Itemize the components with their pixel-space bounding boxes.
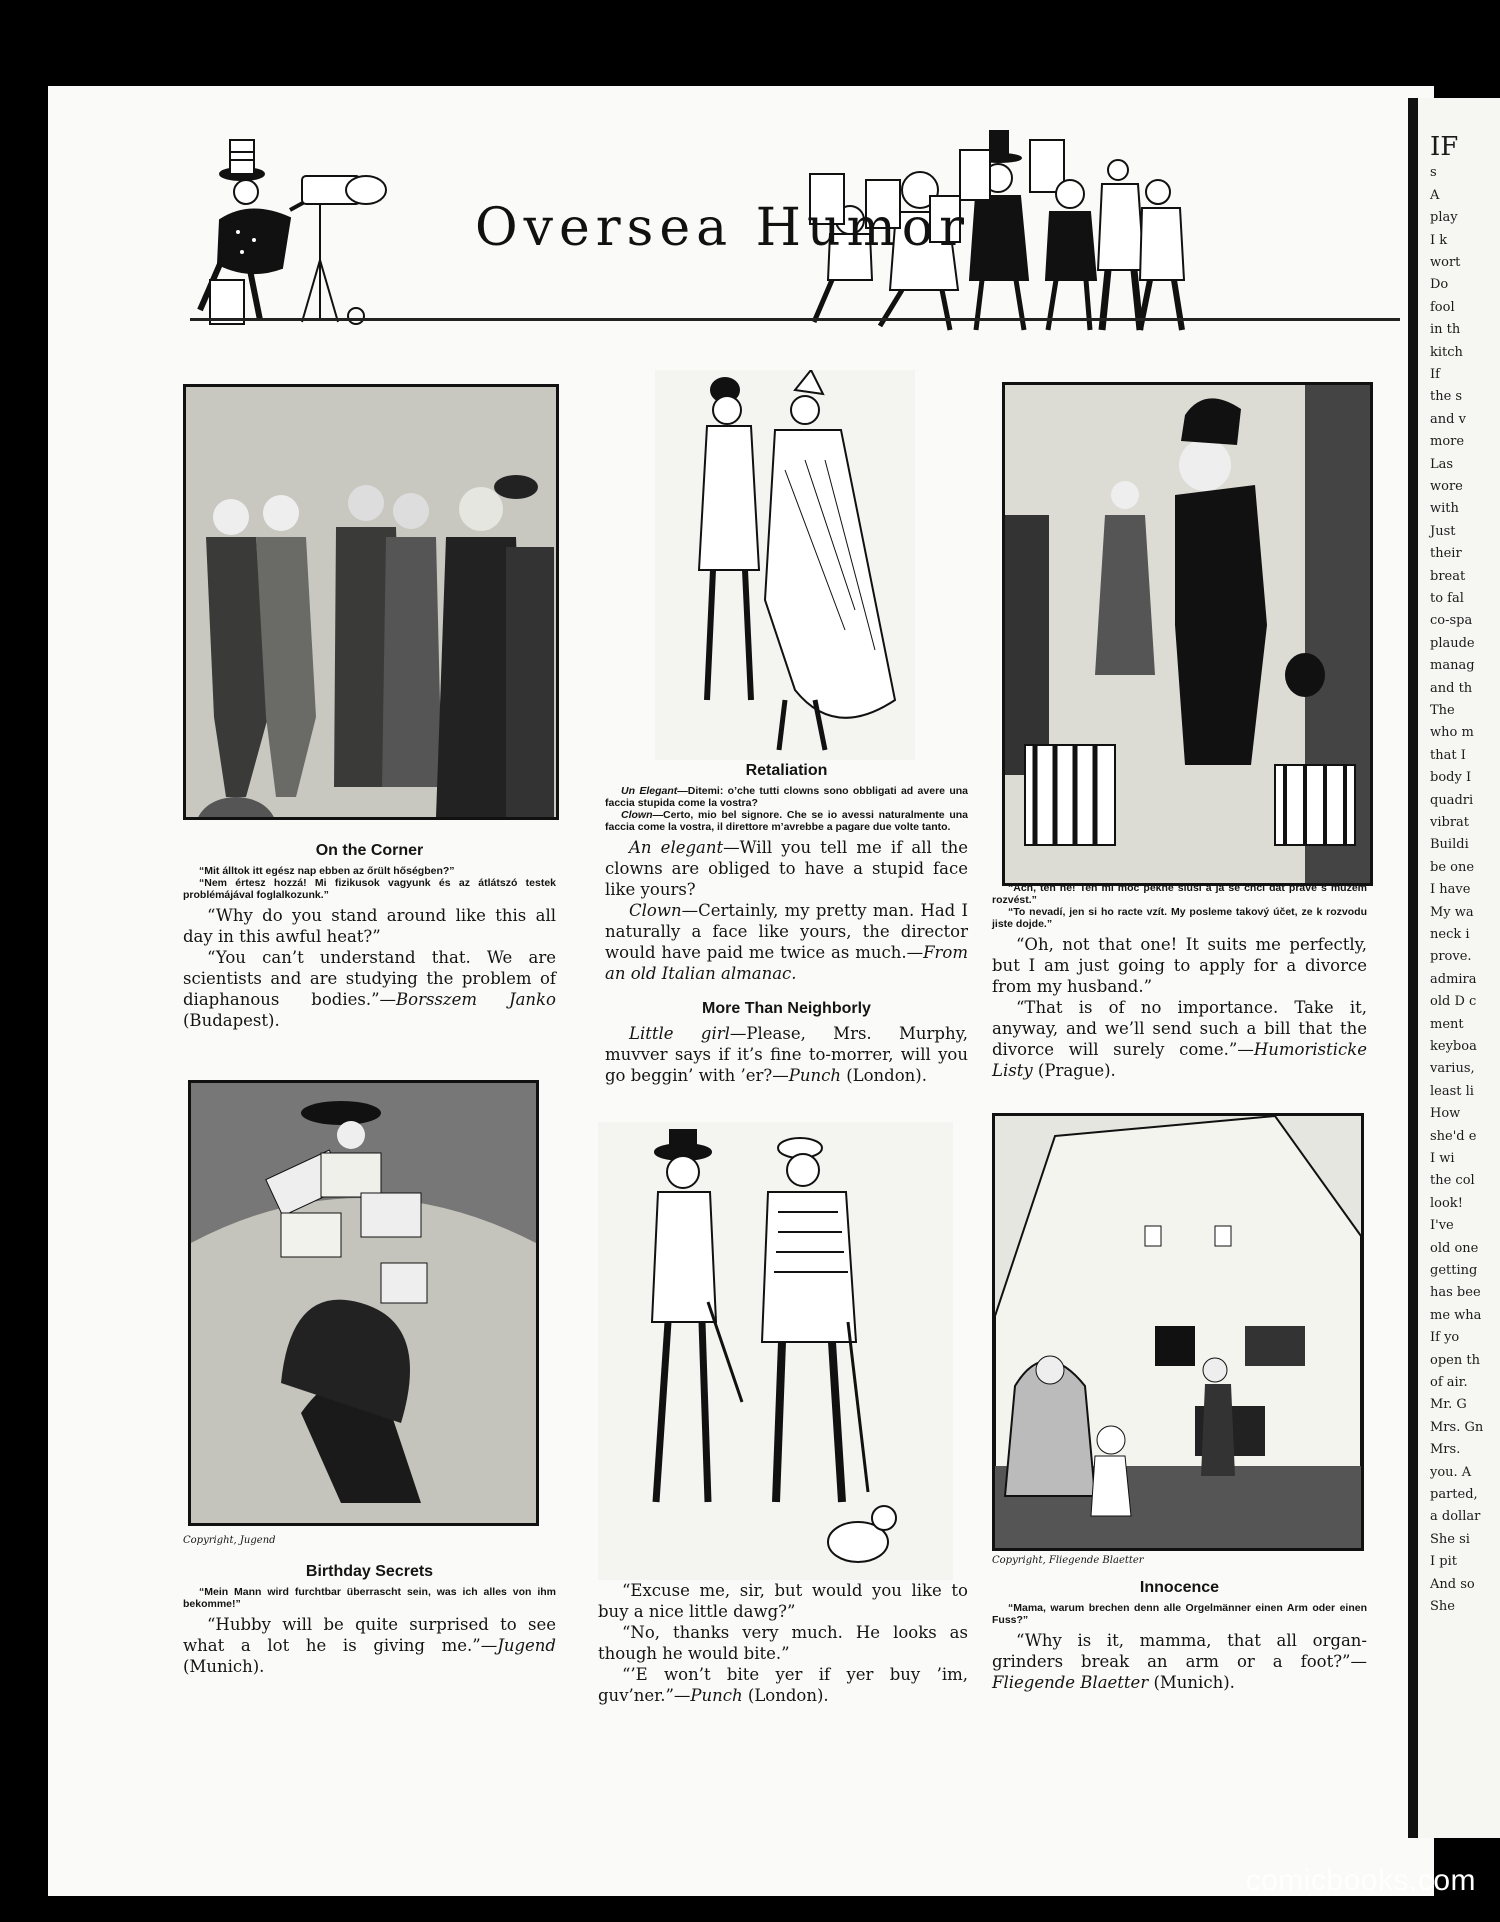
original-language-caption: Un Elegant—Ditemi: o’che tutti clowns sono obbligati ad avere una faccia stupida come la vostra? Clown—Certo, mio bel signore. Che se io avessi naturalmente una faccia come la vostra, il direttore m’avrebbe a pagare due volte tanto.: [605, 785, 968, 833]
story-title: On the Corner: [315, 842, 424, 859]
section-header: [190, 130, 1400, 340]
adjacent-page-text-fragment: you. A: [1430, 1464, 1472, 1480]
story-title: Retaliation: [745, 762, 828, 779]
original-language-caption: “Mein Mann wird furchtbar überrascht sein, was ich alles von ihm bekomme!”: [183, 1586, 556, 1610]
foreign-line: “Nem értesz hozzá! Mi fizikusok vagyunk és az átlátszó testek problémájával foglalkozunk.”: [183, 877, 556, 901]
story-paragraph: “You can’t understand that. We are scientists and are studying the problem of diaphanous bodies.”—Borsszem Janko (Budapest).: [183, 948, 556, 1030]
adjacent-page-text-fragment: Buildi: [1430, 837, 1469, 853]
adjacent-page-text-fragment: I've: [1430, 1218, 1454, 1234]
adjacent-page-text-fragment: of air.: [1430, 1375, 1468, 1390]
adjacent-page-text-fragment: a dollar: [1430, 1509, 1481, 1525]
story-innocence: [992, 1550, 1367, 1693]
header-rule: [190, 318, 1400, 321]
adjacent-page-text-fragment: And so: [1430, 1576, 1475, 1592]
adjacent-page-text-fragment: I have: [1430, 882, 1471, 898]
adjacent-page-text-fragment: Do: [1430, 277, 1449, 293]
adjacent-page-text-fragment: I k: [1430, 232, 1448, 248]
adjacent-page-text-fragment: wort: [1430, 255, 1461, 270]
page-title: Oversea Humor: [475, 198, 970, 258]
copyright-line: Copyright, Fliegende Blaetter: [992, 1555, 1144, 1566]
story-on-the-corner: [183, 840, 556, 1031]
adjacent-page-text-fragment: manag: [1430, 658, 1475, 674]
adjacent-page-text-fragment: The: [1430, 703, 1455, 718]
adjacent-page-text-fragment: vibrat: [1430, 815, 1470, 830]
story-birthday-secrets: [183, 1530, 556, 1677]
adjacent-page-text-fragment: breat: [1430, 568, 1466, 584]
adjacent-page-text-fragment: quadri: [1430, 792, 1474, 808]
illustration-retaliation-clown: [655, 370, 915, 760]
adjacent-page-text-fragment: kitch: [1430, 344, 1463, 360]
adjacent-page-text-fragment: neck i: [1430, 927, 1470, 942]
copyright-line: Copyright, Jugend: [183, 1535, 276, 1546]
adjacent-page-text-fragment: she'd e: [1430, 1128, 1477, 1144]
adjacent-page-text-fragment: IF: [1430, 132, 1459, 162]
adjacent-page-text-fragment: Mrs.: [1430, 1442, 1461, 1458]
story-paragraph: “No, thanks very much. He looks as though he would bite.”: [598, 1623, 968, 1663]
site-watermark: comicbooks.com: [1245, 1864, 1476, 1897]
adjacent-page-fragment: [1418, 98, 1500, 1838]
adjacent-page-text-fragment: and th: [1430, 680, 1473, 696]
adjacent-page-text-fragment: She: [1430, 1599, 1455, 1614]
adjacent-page-text-fragment: their: [1430, 546, 1462, 562]
adjacent-page-text-fragment: Las: [1430, 456, 1454, 472]
adjacent-page-text-fragment: and v: [1430, 411, 1466, 427]
adjacent-page-text-fragment: s: [1430, 165, 1437, 181]
adjacent-page-text-fragment: keyboa: [1430, 1039, 1477, 1054]
original-language-caption: “Mama, warum brechen denn alle Orgelmänner einen Arm oder einen Fuss?”: [992, 1602, 1367, 1626]
story-title: Innocence: [1139, 1579, 1220, 1596]
original-language-caption: [992, 882, 1367, 930]
adjacent-page-text-fragment: admira: [1430, 971, 1477, 987]
adjacent-page-text-fragment: I pit: [1430, 1554, 1457, 1570]
adjacent-page-text-fragment: plaude: [1430, 635, 1475, 651]
story-paragraph: “Why do you stand around like this all day in this awful heat?”: [183, 906, 556, 946]
adjacent-page-text-fragment: My wa: [1430, 904, 1474, 920]
adjacent-page-text-fragment: has bee: [1430, 1285, 1481, 1301]
story-paragraph: “’E won’t bite yer if yer buy ’im, guv’ner.”—Punch (London).: [598, 1665, 968, 1705]
foreign-line: “Mit álltok itt egész nap ebben az őrült hőségben?”: [199, 865, 455, 877]
story-paragraph: “Oh, not that one! It suits me perfectly, but I am just going to apply for a divorce from my husband.”: [992, 935, 1367, 996]
adjacent-page-text-fragment: that I: [1430, 747, 1466, 763]
adjacent-page-text-fragment: who m: [1430, 725, 1474, 741]
adjacent-page-text-fragment: varius,: [1430, 1061, 1475, 1077]
adjacent-page-text-fragment: If yo: [1430, 1330, 1460, 1346]
adjacent-page-text-fragment: getting: [1430, 1263, 1478, 1278]
story-divorce: [992, 882, 1367, 1081]
adjacent-page-text-fragment: Mrs. Gn: [1430, 1419, 1484, 1435]
illustration-birthday-secrets: [188, 1080, 539, 1526]
foreign-line: “Ach, ten ne! Ten mi moc pěkne slusí a já se chci dát právě s muzem rozvést.”: [992, 882, 1367, 906]
story-paragraph: An elegant—Will you tell me if all the clowns are obliged to have a stupid face like yours?: [605, 838, 968, 899]
illustration-little-dawg: [598, 1122, 953, 1580]
adjacent-page-text-fragment: the col: [1430, 1173, 1475, 1189]
story-paragraph: Clown—Certainly, my pretty man. Had I naturally a face like yours, the director would have paid me twice as much.—From an old Italian almanac.: [605, 901, 968, 983]
illustration-on-the-corner: [183, 384, 559, 820]
adjacent-page-text-fragment: A: [1430, 187, 1440, 203]
uncle-sam-telescope-drawing: [200, 140, 386, 324]
adjacent-page-text-fragment: me wha: [1430, 1307, 1482, 1323]
adjacent-page-text-fragment: old D c: [1430, 994, 1477, 1010]
story-paragraph: “That is of no importance. Take it, anyway, and we’ll send such a bill that the divorce will surely come.”—Humoristicke Listy (Prague).: [992, 998, 1367, 1080]
adjacent-page-text-fragment: fool: [1430, 299, 1455, 315]
story-paragraph: Little girl—Please, Mrs. Murphy, muvver says if it’s fine to-morrer, will you go beggin’ with ’er?—Punch (London).: [605, 1024, 968, 1085]
adjacent-page-text-fragment: parted,: [1430, 1487, 1478, 1502]
adjacent-page-text-fragment: Mr. G: [1430, 1397, 1467, 1413]
page-gutter: [1408, 98, 1418, 1838]
adjacent-page-text-fragment: play: [1430, 210, 1458, 226]
adjacent-page-text-fragment: body I: [1430, 770, 1472, 786]
adjacent-page-text-fragment: She si: [1430, 1531, 1470, 1547]
story-paragraph: “Hubby will be quite surprised to see what a lot he is giving me.”—Jugend (Munich).: [183, 1615, 556, 1676]
adjacent-page-text-fragment: old one: [1430, 1240, 1479, 1256]
adjacent-page-text-fragment: be one: [1430, 859, 1475, 875]
adjacent-page-text-fragment: How: [1430, 1106, 1461, 1122]
story-little-dawg: [598, 1580, 968, 1706]
story-title: More Than Neighborly: [702, 1000, 871, 1017]
story-retaliation: [605, 760, 968, 1086]
adjacent-page-text-fragment: least li: [1430, 1083, 1474, 1099]
illustration-innocence: [992, 1113, 1364, 1551]
story-title: Birthday Secrets: [305, 1563, 434, 1580]
adjacent-page-text-fragment: in th: [1430, 322, 1461, 338]
foreign-line: “To nevadí, jen si ho racte vzít. My posleme takový účet, ze k rozvodu jiste dojde.”: [992, 906, 1367, 930]
adjacent-page-text-fragment: look!: [1430, 1195, 1463, 1211]
adjacent-page-text-fragment: Just: [1430, 523, 1456, 539]
illustration-hat-shop: [1002, 382, 1373, 886]
adjacent-page-text-fragment: with: [1430, 501, 1459, 517]
story-paragraph: “Why is it, mamma, that all organ-grinders break an arm or a foot?”—Fliegende Blaetter (Munich).: [992, 1631, 1367, 1692]
adjacent-page-text-fragment: co-spa: [1430, 613, 1473, 629]
adjacent-page-text-fragment: wore: [1430, 479, 1463, 494]
adjacent-page-text-fragment: more: [1430, 434, 1465, 450]
adjacent-page-text-fragment: to fal: [1430, 591, 1464, 606]
story-paragraph: “Excuse me, sir, but would you like to buy a nice little dawg?”: [598, 1581, 968, 1621]
adjacent-page-text-fragment: prove.: [1430, 949, 1472, 965]
adjacent-page-text-fragment: If: [1430, 367, 1440, 382]
original-language-caption: [183, 865, 556, 901]
adjacent-page-text-fragment: the s: [1430, 389, 1463, 405]
adjacent-page-text-fragment: ment: [1430, 1016, 1464, 1032]
adjacent-page-text-fragment: open th: [1430, 1352, 1480, 1368]
adjacent-page-text-fragment: I wi: [1430, 1151, 1455, 1166]
